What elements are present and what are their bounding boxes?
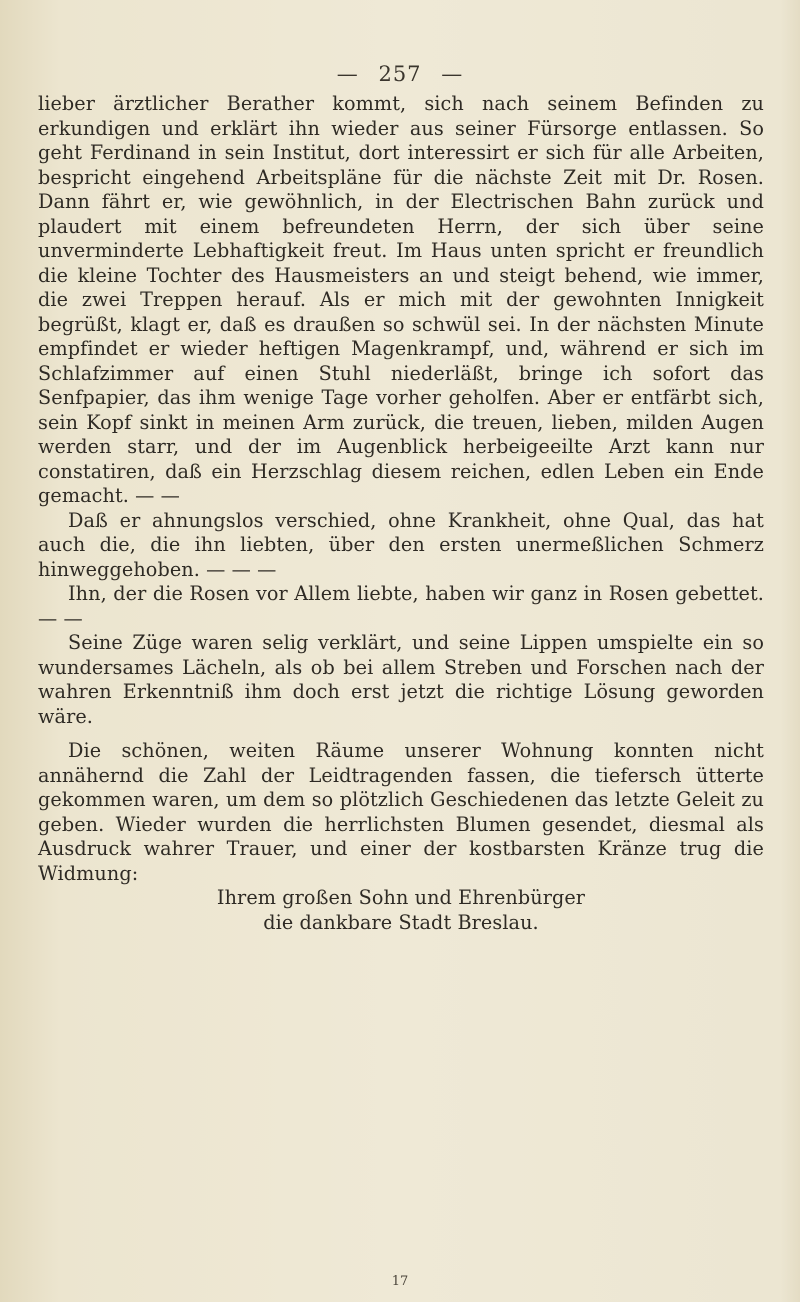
header-dash-right: — [441,62,464,86]
signature-mark: 17 [391,1274,409,1289]
header-dash-left: — [336,62,359,86]
paragraph-5: Die schönen, weiten Räume unserer Wohnung konnten nicht annähernd die Zahl der Leidtragenden fassen, die tiefersch ütterte gekommen waren, um dem so plötzlich Geschiedenen das letzte Geleit zu geben. Wieder wurden die herrlichsten Blumen gesendet, diesmal als Ausdruck wahrer Trauer, und einer der kostbarsten Kränze trug die Widmung: [38,739,764,885]
paragraph-1: lieber ärztlicher Berather kommt, sich nach seinem Befinden zu erkundigen und erklärt ihn wieder aus seiner Fürsorge entlassen. So geht Ferdinand in sein Institut, dort interessirt er sich für alle Arbeiten, bespricht eingehend Arbeitspläne für die nächste Zeit mit Dr. Rosen. Dann fährt er, wie gewöhnlich, in der Electrischen Bahn zurück und plaudert mit einem befreundeten Herrn, der sich über seine unverminderte Lebhaftigkeit freut. Im Haus unten spricht er freundlich die kleine Tochter des Hausmeisters an und steigt behend, wie immer, die zwei Treppen herauf. Als er mich mit der gewohnten Innigkeit begrüßt, klagt er, daß es draußen so schwül sei. In der nächsten Minute empfindet er wieder heftigen Magenkrampf, und, während er sich im Schlafzimmer auf einen Stuhl niederläßt, bringe ich sofort das Senfpapier, das ihm wenige Tage vorher geholfen. Aber er entfärbt sich, sein Kopf sinkt in meinen Arm zurück, die treuen, lieben, milden Augen werden starr, und der im Augenblick herbeigeeilte Arzt kann nur constatiren, daß ein Herzschlag diesem reichen, edlen Leben ein Ende gemacht. — — [38,92,764,507]
page-header [0,62,800,86]
dedication-line-1: Ihrem großen Sohn und Ehrenbürger [216,886,586,909]
dedication-line-2: die dankbare Stadt Breslau. [263,910,539,934]
page-number: 257 [378,62,422,86]
paragraph-4: Seine Züge waren selig verklärt, und seine Lippen umspielte ein so wundersames Lächeln, als ob bei allem Streben und Forschen nach der wahren Erkenntniß ihm doch erst jetzt die richtige Lösung geworden wäre. [38,631,764,728]
page-body [38,92,764,935]
paragraph-3: Ihn, der die Rosen vor Allem liebte, haben wir ganz in Rosen gebettet. — — [38,582,764,630]
paragraph-2: Daß er ahnungslos verschied, ohne Krankheit, ohne Qual, das hat auch die, die ihn liebten, über den ersten unermeßlichen Schmerz hinweggehoben. — — — [38,508,764,581]
